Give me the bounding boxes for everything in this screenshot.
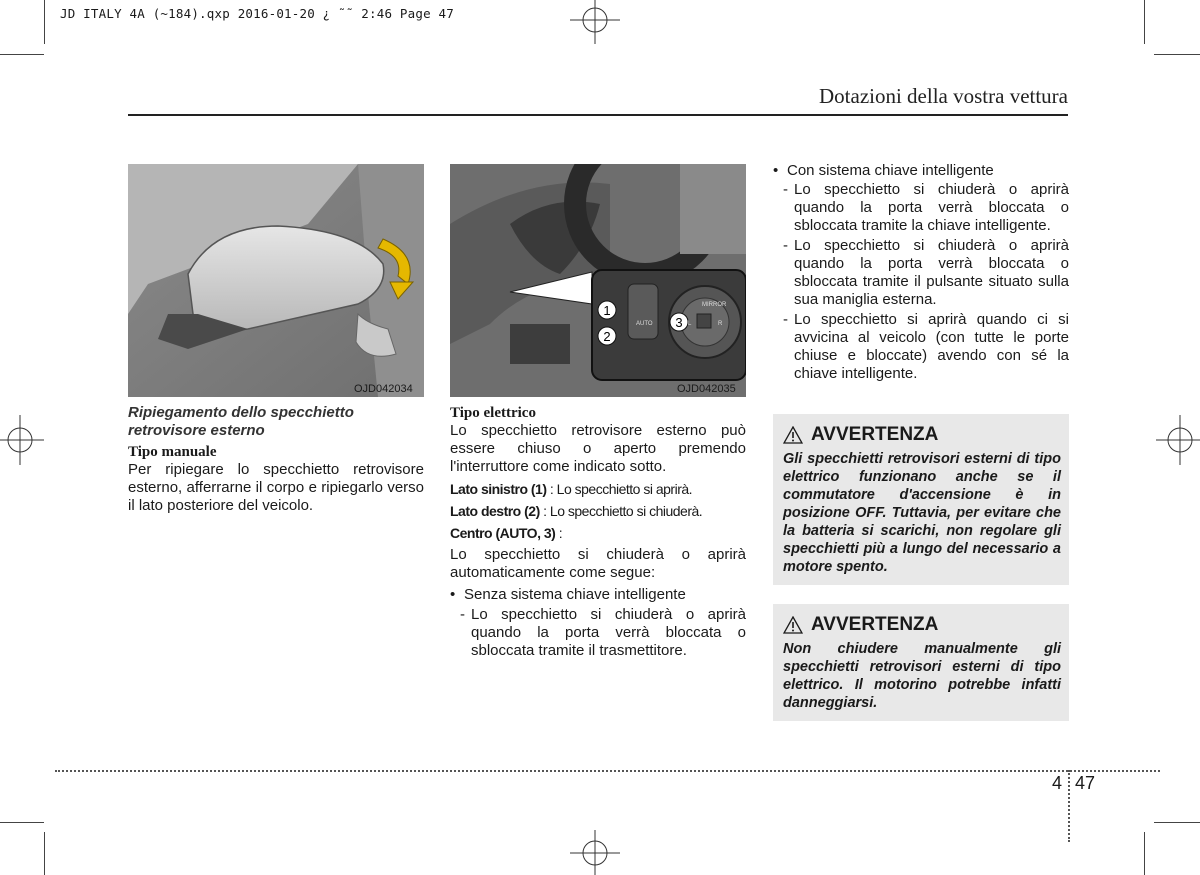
body-text: Per ripiegare lo specchietto retrovisore esterno, afferrarne il corpo e ripiegarlo verso il lato posteriore del veicolo.: [128, 461, 424, 514]
header-rule: [128, 114, 1068, 116]
bullet-text: Senza sistema chiave intelligente: [464, 586, 686, 603]
mirror-label: MIRROR: [702, 302, 727, 308]
subheading-electric: Tipo elettrico: [450, 405, 536, 421]
column-2: [450, 404, 746, 660]
crop-mark: [0, 54, 44, 55]
crop-mark: [1144, 832, 1145, 875]
crop-mark: [44, 0, 45, 44]
right-side-line: [450, 502, 746, 520]
warning-title: [783, 614, 1069, 636]
right-side-text: : Lo specchietto si chiuderà.: [539, 503, 703, 519]
list-item: - Lo specchietto si chiuderà o aprirà quando la porta verrà bloccata o sbloccata tramite la chiave intelligente.: [783, 181, 1069, 234]
print-slug: JD ITALY 4A (~184).qxp 2016-01-20 ¿ ˜˜ 2:46 Page 47: [60, 6, 455, 21]
list-item: - Lo specchietto si aprirà quando ci si avvicina al veicolo (con tutte le porte chiuse e bloccate) avendo con sé la chiave intelligente.: [783, 311, 1069, 382]
figure-caption: Ripiegamento dello specchietto retrovisore esterno: [128, 404, 354, 439]
warning-title-text: AVVERTENZA: [811, 424, 939, 445]
mirror-fold-figure: [128, 164, 424, 397]
left-label: L: [688, 321, 692, 327]
registration-mark-icon: [1156, 415, 1200, 465]
dash-text: Lo specchietto si chiuderà o aprirà quando la porta verrà bloccata o sbloccata tramite il trasmettitore.: [471, 606, 746, 659]
warning-triangle-icon: [783, 426, 803, 444]
subheading-manual: Tipo manuale: [128, 444, 217, 460]
crop-mark: [1154, 822, 1200, 823]
center-line: [450, 524, 746, 542]
warning-triangle-icon: [783, 616, 803, 634]
right-label: R: [718, 321, 723, 327]
crop-mark: [1154, 54, 1200, 55]
left-side-label: Lato sinistro (1): [450, 481, 547, 497]
footer-divider: [1068, 770, 1070, 842]
page-number: 47: [1075, 773, 1096, 793]
registration-mark-icon: [570, 0, 620, 48]
crop-mark: [1144, 0, 1145, 44]
dash-text: Lo specchietto si aprirà quando ci si avvicina al veicolo (con tutte le porte chiuse e bloccate) avendo con sé la chiave intelligente.: [794, 311, 1069, 382]
section-title: Dotazioni della vostra vettura: [819, 84, 1068, 108]
footer-rule: [55, 770, 1160, 772]
list-item: • Con sistema chiave intelligente: [773, 162, 994, 179]
figure-code: OJD042035: [677, 383, 736, 395]
center-text: :: [555, 525, 563, 541]
figure-code: OJD042034: [354, 383, 413, 395]
registration-mark-icon: [0, 415, 44, 465]
center-label: Centro (AUTO, 3): [450, 525, 556, 541]
chapter-number: 4: [1052, 773, 1063, 793]
switch-number-3: 3: [675, 315, 683, 330]
dash-text: Lo specchietto si chiuderà o aprirà quando la porta verrà bloccata o sbloccata tramite la chiave intelligente.: [794, 181, 1069, 234]
list-item: - Lo specchietto si chiuderà o aprirà quando la porta verrà bloccata o sbloccata tramite il trasmettitore.: [460, 606, 746, 659]
warning-box: [773, 414, 1069, 585]
dash-text: Lo specchietto si chiuderà o aprirà quando la porta verrà bloccata o sbloccata tramite il pulsante situato sulla sua maniglia esterna.: [794, 237, 1069, 308]
body-text: Lo specchietto retrovisore esterno può essere chiuso o aperto premendo l'interruttore come indicato sotto.: [450, 422, 746, 475]
auto-label: AUTO: [636, 321, 653, 327]
crop-mark: [0, 822, 44, 823]
warning-text: Gli specchietti retrovisori esterni di tipo elettrico funzionano anche se il commutatore d'accensione è in posizione OFF. Tuttavia, per evitare che la batteria si scarichi, non regolare gli specchietti più a lungo del necessario a motore spento.: [783, 451, 1061, 575]
body-text: Lo specchietto si chiuderà o aprirà automaticamente come segue:: [450, 546, 746, 581]
left-side-line: [450, 480, 746, 498]
switch-number-1: 1: [603, 303, 611, 318]
warning-box: [773, 604, 1069, 721]
crop-mark: [44, 832, 45, 875]
column-3: [773, 162, 1069, 383]
list-item: • Senza sistema chiave intelligente: [450, 586, 686, 603]
right-side-label: Lato destro (2): [450, 503, 540, 519]
registration-mark-icon: [570, 828, 620, 875]
switch-number-2: 2: [603, 329, 611, 344]
warning-text: Non chiudere manualmente gli specchietti retrovisori esterni di tipo elettrico. Il motorino potrebbe infatti danneggiarsi.: [783, 641, 1061, 711]
mirror-switch-figure: [450, 164, 746, 397]
warning-title: [783, 424, 1069, 446]
bullet-text: Con sistema chiave intelligente: [787, 162, 994, 179]
list-item: - Lo specchietto si chiuderà o aprirà quando la porta verrà bloccata o sbloccata tramite il pulsante situato sulla sua maniglia esterna.: [783, 237, 1069, 308]
left-side-text: : Lo specchietto si aprirà.: [546, 481, 693, 497]
column-1: [128, 404, 424, 515]
warning-title-text: AVVERTENZA: [811, 614, 939, 635]
